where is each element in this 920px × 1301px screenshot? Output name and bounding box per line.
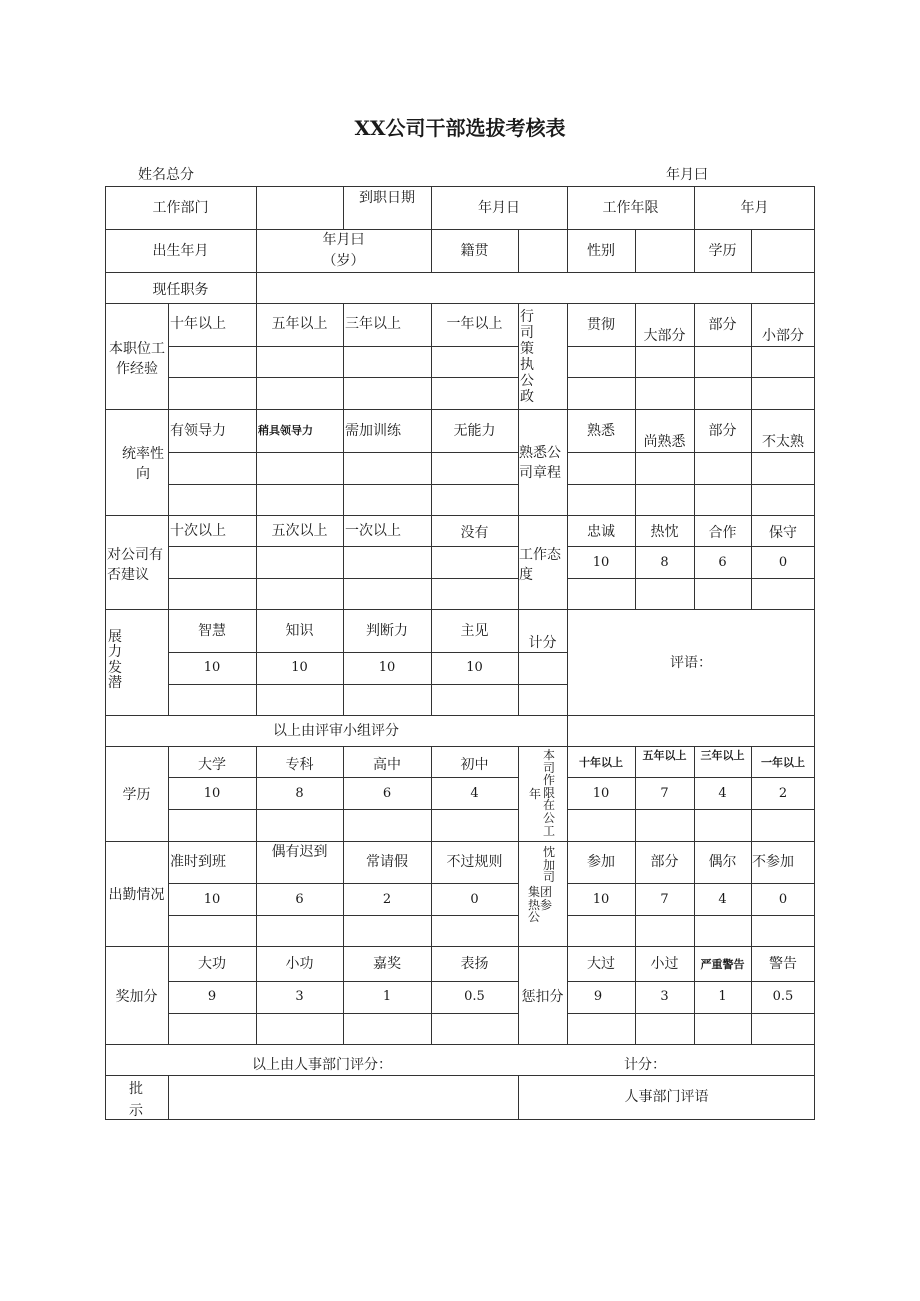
- rewards-label: 奖加分: [115, 989, 158, 1005]
- activity-score-4: 0: [778, 892, 788, 907]
- attitude-score-1: 10: [592, 555, 610, 570]
- hr-comment-label: 人事部门评语: [624, 1089, 709, 1105]
- activity-option-1: 参加: [587, 854, 615, 870]
- tenure-score-4: 2: [778, 786, 788, 801]
- education-score-3: 6: [382, 786, 392, 801]
- reward-option-3: 嘉奖: [373, 956, 401, 972]
- rules-option-2: 尚熟悉: [643, 434, 686, 450]
- birth-label: 出生年月: [152, 243, 209, 259]
- reward-option-2: 小功: [285, 956, 314, 972]
- birth-value: 年月曰: [322, 232, 365, 248]
- reward-option-1: 大功: [198, 956, 226, 972]
- tenure-option-2: 五年以上: [642, 749, 687, 762]
- suggest-option-1: 十次以上: [170, 523, 226, 539]
- potential-option-2: 知识: [285, 623, 314, 639]
- leadership-option-1: 有领导力: [170, 423, 226, 439]
- potential-score-2: 10: [291, 660, 308, 675]
- attitude-score-2: 8: [660, 555, 669, 570]
- penalty-option-1: 大过: [587, 956, 615, 972]
- experience-option-1: 十年以上: [170, 316, 226, 332]
- policy-option-2: 大部分: [643, 328, 686, 344]
- date-label: 年月曰: [666, 167, 708, 183]
- panel-note: 以上由评审小组评分: [273, 723, 399, 739]
- potential-option-4: 主见: [460, 623, 489, 639]
- rules-option-1: 熟悉: [587, 423, 615, 439]
- policy-option-3: 部分: [708, 317, 737, 333]
- leadership-option-3: 需加训练: [345, 423, 401, 439]
- policy-label: 行司策执公政: [520, 309, 534, 406]
- tenure-score-1: 10: [592, 786, 610, 801]
- education-score-1: 10: [203, 786, 221, 801]
- penalty-score-2: 3: [660, 989, 669, 1004]
- work-years-label: 工作年限: [602, 200, 659, 216]
- tenure-label-year: 年: [529, 787, 542, 801]
- activity-score-1: 10: [592, 892, 610, 907]
- suggest-option-2: 五次以上: [271, 523, 328, 539]
- suggest-option-4: 没有: [460, 525, 489, 541]
- activity-label: 忱加司: [543, 845, 556, 885]
- penalty-option-3: 严重警告: [700, 958, 745, 971]
- potential-score-1: 10: [203, 660, 221, 675]
- activity-option-2: 部分: [650, 854, 679, 870]
- penalty-label: 惩扣分: [521, 989, 564, 1005]
- reward-score-4: 0.5: [464, 989, 485, 1004]
- penalty-option-4: 警告: [769, 956, 797, 972]
- approval-label: 批示: [129, 1081, 143, 1120]
- attendance-score-3: 2: [382, 892, 392, 907]
- attendance-label: 出勤情况: [108, 887, 165, 903]
- education-score-2: 8: [295, 786, 304, 801]
- attendance-option-3: 常请假: [366, 854, 408, 870]
- activity-score-2: 7: [660, 892, 669, 907]
- education-label: 学历: [708, 243, 737, 259]
- policy-option-4: 小部分: [762, 328, 804, 344]
- rules-option-3: 部分: [708, 423, 737, 439]
- attitude-option-3: 合作: [708, 525, 737, 541]
- penalty-score-3: 1: [718, 989, 727, 1004]
- attendance-option-4: 不过规则: [446, 854, 503, 870]
- hr-total-label: 计分：: [624, 1057, 666, 1073]
- native-place-label: 籍贯: [460, 243, 489, 259]
- tenure-score-3: 4: [718, 786, 727, 801]
- potential-score-3: 10: [378, 660, 396, 675]
- potential-label: 展力发潜: [108, 629, 122, 692]
- education-option-2: 专科: [285, 757, 314, 773]
- reward-score-1: 9: [207, 989, 217, 1004]
- tenure-option-4: 一年以上: [761, 756, 805, 769]
- attendance-score-1: 10: [203, 892, 221, 907]
- tenure-label: 本司作限在公工: [543, 748, 556, 838]
- comment-label: 评语：: [670, 655, 712, 671]
- policy-option-1: 贯彻: [587, 317, 615, 333]
- leadership-label: 统率性向: [122, 446, 164, 483]
- activity-option-3: 偶尔: [708, 854, 737, 870]
- reward-score-3: 1: [382, 989, 392, 1004]
- join-date-value: 年月日: [478, 200, 520, 216]
- education-section-label: 学历: [122, 787, 151, 803]
- attitude-score-3: 6: [718, 555, 727, 570]
- current-post-label: 现任职务: [152, 282, 209, 298]
- gender-label: 性别: [587, 243, 615, 259]
- activity-label-lower: 集团热参公: [528, 885, 553, 925]
- education-score-4: 4: [470, 786, 479, 801]
- attitude-label: 工作态度: [519, 547, 561, 584]
- activity-score-3: 4: [718, 892, 727, 907]
- attitude-score-4: 0: [778, 555, 788, 570]
- activity-option-4: 不参加: [752, 854, 794, 870]
- work-years-value: 年月: [740, 200, 769, 216]
- education-option-4: 初中: [460, 757, 489, 773]
- penalty-score-4: 0.5: [772, 989, 794, 1004]
- join-date-label: 到职日期: [359, 190, 415, 206]
- experience-option-4: 一年以上: [446, 316, 503, 332]
- leadership-option-2: 稍具领导力: [258, 424, 313, 437]
- penalty-option-2: 小过: [650, 956, 679, 972]
- leadership-option-4: 无能力: [453, 423, 496, 439]
- suggest-label: 对公司有否建议: [107, 547, 163, 584]
- experience-option-2: 五年以上: [271, 316, 328, 332]
- rules-label: 熟悉公司章程: [519, 445, 561, 481]
- potential-option-3: 判断力: [366, 623, 408, 639]
- attitude-option-1: 忠诚: [587, 524, 615, 540]
- attendance-score-4: 0: [470, 892, 479, 907]
- page-title: XX公司干部选拔考核表: [354, 116, 566, 140]
- hr-note: 以上由人事部门评分：: [252, 1057, 392, 1073]
- tenure-option-1: 十年以上: [579, 756, 623, 769]
- education-option-3: 高中: [373, 757, 401, 773]
- attitude-option-4: 保守: [769, 525, 797, 541]
- attendance-option-2: 偶有迟到: [271, 844, 328, 860]
- experience-option-3: 三年以上: [345, 316, 401, 332]
- rules-option-4: 不太熟: [762, 434, 804, 450]
- experience-label: 本职位工作经验: [109, 341, 165, 378]
- reward-option-4: 表扬: [460, 956, 489, 972]
- age-value: （岁）: [322, 253, 365, 269]
- education-option-1: 大学: [198, 757, 226, 773]
- potential-option-1: 智慧: [198, 623, 226, 639]
- potential-total-label: 计分: [528, 635, 557, 651]
- suggest-option-3: 一次以上: [345, 523, 401, 539]
- attendance-option-1: 准时到班: [170, 854, 226, 870]
- tenure-score-2: 7: [660, 786, 669, 801]
- name-score-label: 姓名总分: [138, 167, 194, 183]
- reward-score-2: 3: [295, 989, 304, 1004]
- potential-score-4: 10: [466, 660, 483, 675]
- attendance-score-2: 6: [295, 892, 304, 907]
- tenure-option-3: 三年以上: [700, 749, 745, 762]
- attitude-option-2: 热忱: [650, 524, 679, 540]
- penalty-score-1: 9: [593, 989, 603, 1004]
- dept-label: 工作部门: [152, 200, 209, 216]
